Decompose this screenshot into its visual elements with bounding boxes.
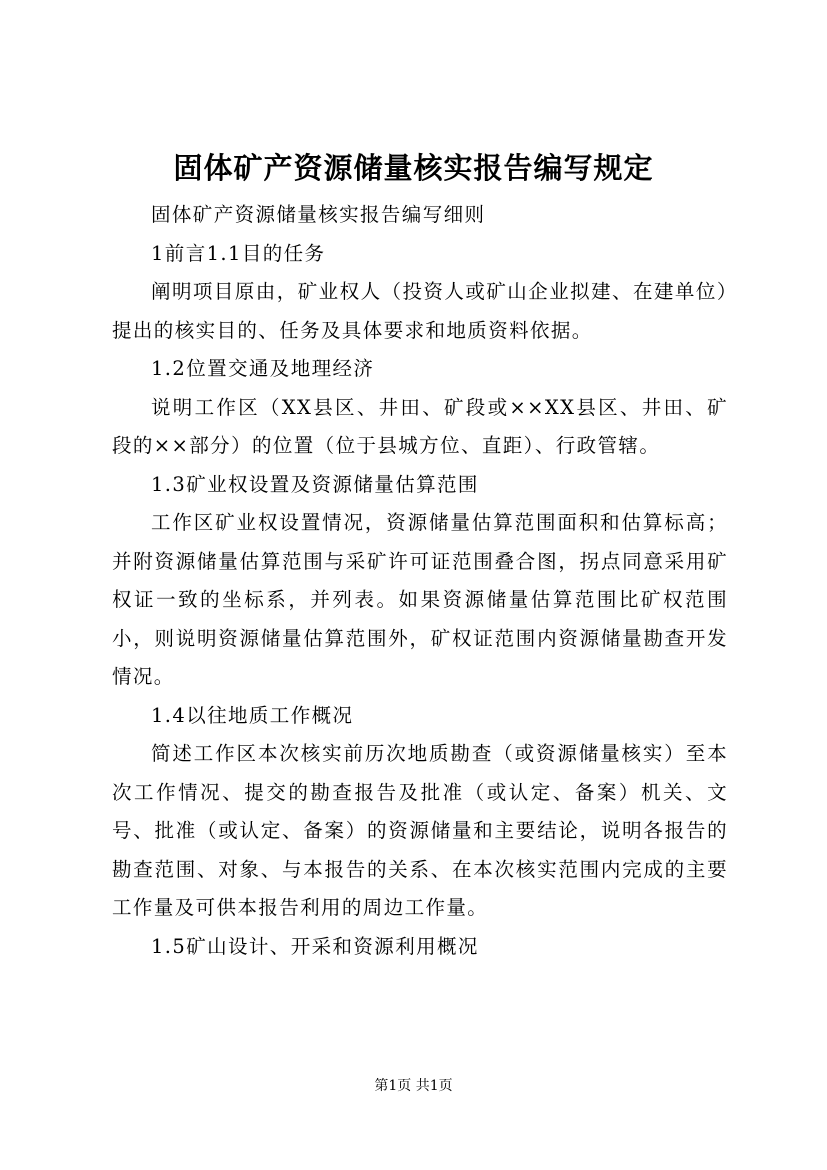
paragraph-heading-1-4: 1.4以往地质工作概况: [151, 703, 354, 727]
paragraph-heading-1: 1前言1.1目的任务: [151, 241, 326, 265]
paragraph: 工作区矿业权设置情况，资源储量估算范围面积和估算标高；并附资源储量估算范围与采矿许可证范围叠合图，拐点同意采用矿权证一致的坐标系，并列表。如果资源储量估算范围比矿权范围小，则说明资源储量估算范围外，矿权证范围内资源储量勘查开发情况。: [112, 511, 728, 688]
paragraph: 说明工作区（XX县区、井田、矿段或××XX县区、井田、矿段的××部分）的位置（位于县城方位、直距）、行政管辖。: [112, 395, 728, 457]
paragraph-heading-1-5: 1.5矿山设计、开采和资源利用概况: [151, 934, 479, 958]
page-number-footer: 第1页 共1页: [374, 1078, 453, 1094]
paragraph-heading-1-3: 1.3矿业权设置及资源储量估算范围: [151, 472, 479, 496]
paragraph-subtitle: 固体矿产资源储量核实报告编写细则: [151, 203, 486, 226]
document-title: 固体矿产资源储量核实报告编写规定: [173, 151, 654, 185]
paragraph: 简述工作区本次核实前历次地质勘查（或资源储量核实）至本次工作情况、提交的勘查报告及批准（或认定、备案）机关、文号、批准（或认定、备案）的资源储量和主要结论，说明各报告的勘查范围、对象、与本报告的关系、在本次核实范围内完成的主要工作量及可供本报告利用的周边工作量。: [112, 742, 728, 919]
paragraph-heading-1-2: 1.2位置交通及地理经济: [151, 357, 375, 380]
paragraph: 阐明项目原由，矿业权人（投资人或矿山企业拟建、在建单位）提出的核实目的、任务及具体要求和地质资料依据。: [112, 280, 728, 342]
document-body: [112, 196, 728, 966]
